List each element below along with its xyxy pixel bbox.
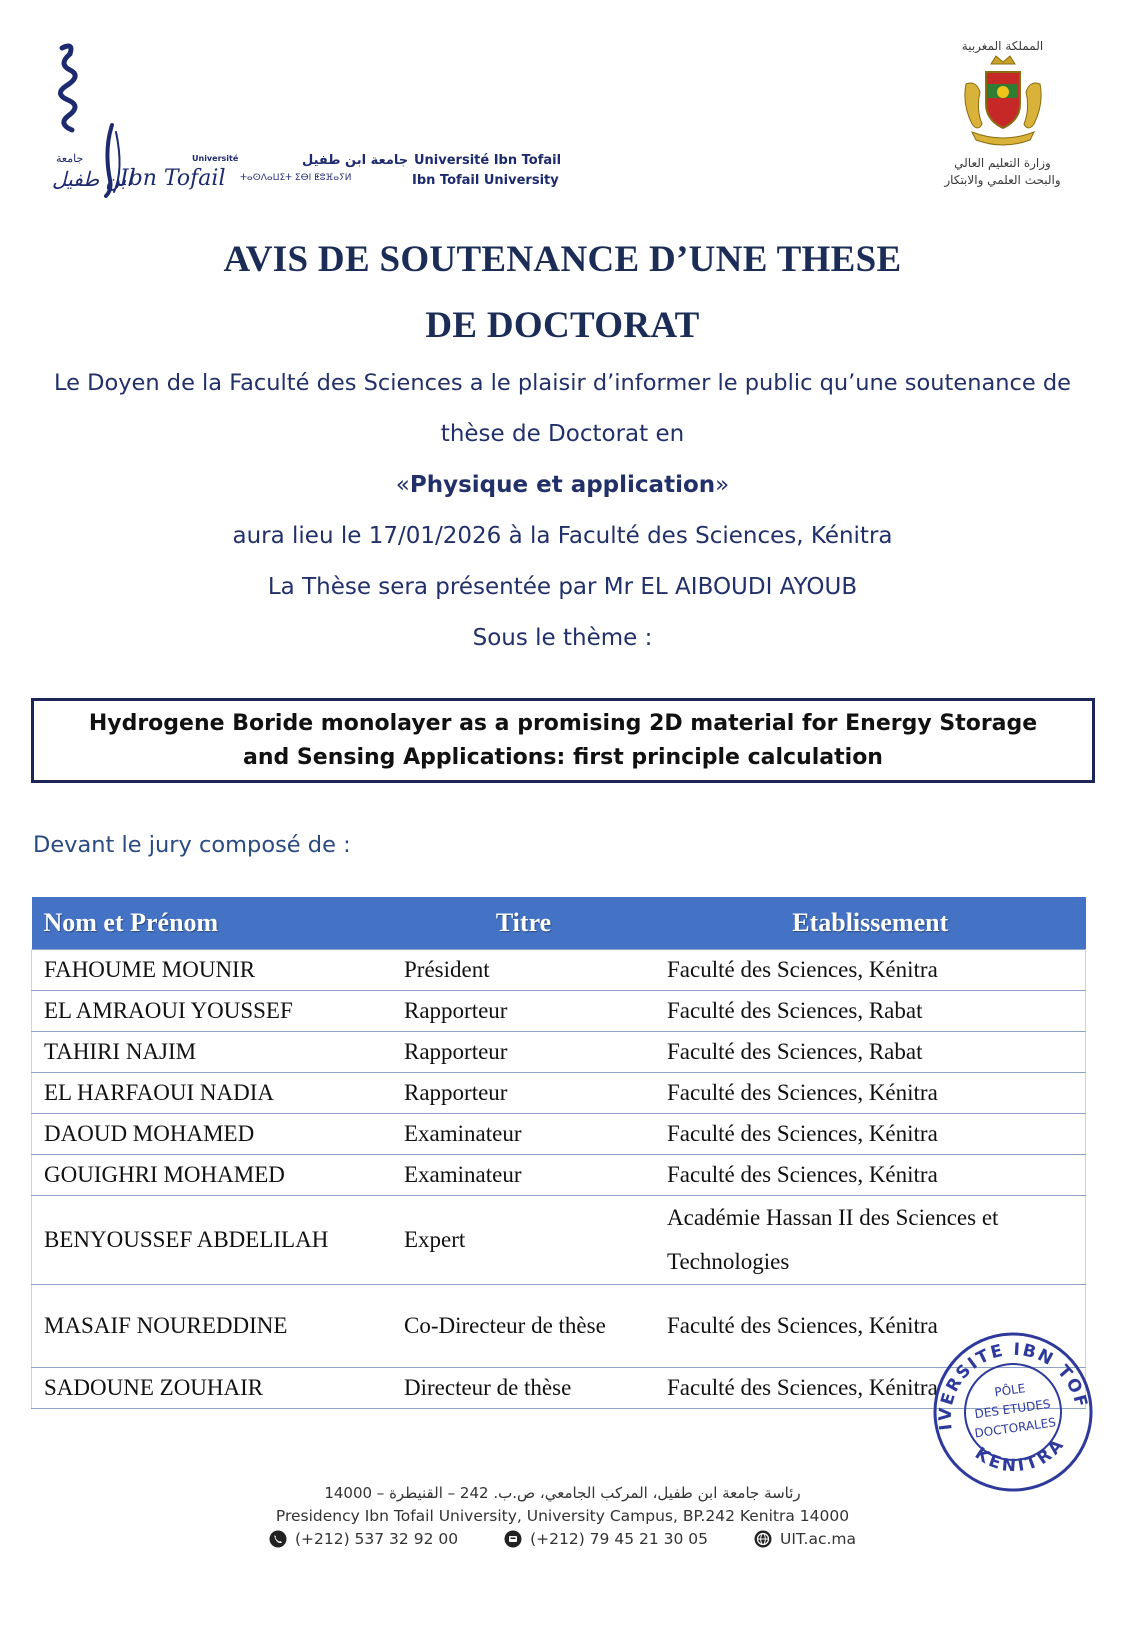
thesis-theme: Hydrogene Boride monolayer as a promising 2D material for Energy Storage and Sensing Applications: first principle calculation bbox=[88, 710, 1038, 770]
jury-institution: Faculté des Sciences, Rabat bbox=[655, 1032, 1086, 1073]
stamp-outer-text: UNIVERSITE IBN TOFAIL bbox=[935, 1339, 1091, 1432]
jury-title: Co-Directeur de thèse bbox=[392, 1285, 655, 1368]
footer-phone bbox=[269, 1530, 458, 1548]
jury-institution: Faculté des Sciences, Kénitra bbox=[655, 950, 1086, 991]
footer-website[interactable] bbox=[754, 1530, 856, 1548]
logo-arabic-name: ابن طفيل bbox=[52, 167, 132, 191]
table-row bbox=[32, 1114, 1086, 1155]
university-name-french: Université Ibn Tofail bbox=[414, 153, 562, 168]
jury-title: Président bbox=[392, 950, 655, 991]
doctoral-studies-stamp bbox=[928, 1330, 1098, 1495]
jury-intro: Devant le jury composé de : bbox=[33, 832, 351, 858]
jury-table-header-row bbox=[32, 897, 1086, 950]
jury-title: Directeur de thèse bbox=[392, 1368, 655, 1409]
table-row bbox=[32, 950, 1086, 991]
discipline-open-quote: « bbox=[395, 472, 410, 498]
jury-institution: Faculté des Sciences, Kénitra bbox=[655, 1155, 1086, 1196]
phone-icon bbox=[269, 1530, 287, 1548]
footer-contacts bbox=[0, 1530, 1125, 1548]
fax-number: (+212) 79 45 21 30 05 bbox=[530, 1530, 709, 1548]
discipline-close-quote: » bbox=[715, 472, 730, 498]
defense-date-line: aura lieu le 17/01/2026 à la Faculté des Sciences, Kénitra bbox=[232, 523, 893, 549]
ministry-line-1: وزارة التعليم العالي bbox=[954, 156, 1051, 170]
table-row bbox=[32, 1032, 1086, 1073]
document-title-line-2: DE DOCTORAT bbox=[425, 305, 700, 346]
ministry-line-2: والبحث العلمي والابتكار bbox=[944, 173, 1061, 187]
jury-title: Expert bbox=[392, 1196, 655, 1285]
logo-small-label: Université bbox=[192, 154, 239, 163]
discipline bbox=[0, 472, 1125, 498]
jury-title: Rapporteur bbox=[392, 1032, 655, 1073]
document-title-line-1: AVIS DE SOUTENANCE D’UNE THESE bbox=[223, 239, 902, 280]
website-link[interactable]: UIT.ac.ma bbox=[780, 1530, 857, 1548]
jury-title: Examinateur bbox=[392, 1114, 655, 1155]
phone-number: (+212) 537 32 92 00 bbox=[294, 1530, 459, 1548]
footer-fax bbox=[504, 1530, 708, 1548]
svg-text:UNIVERSITE IBN TOFAIL bbox=[928, 1330, 1092, 1434]
university-name-arabic: جامعة ابن طفيل bbox=[302, 153, 409, 168]
jury-name: MASAIF NOUREDDINE bbox=[32, 1285, 393, 1368]
jury-name: FAHOUME MOUNIR bbox=[32, 950, 393, 991]
jury-name: EL AMRAOUI YOUSSEF bbox=[32, 991, 393, 1032]
intro-line-2: thèse de Doctorat en bbox=[440, 421, 685, 447]
jury-name: BENYOUSSEF ABDELILAH bbox=[32, 1196, 393, 1285]
coat-of-arms-icon bbox=[958, 54, 1048, 146]
footer-arabic-address: رئاسة جامعة ابن طفيل، المركب الجامعي، ص.ب. 242 – القنيطرة – 14000 bbox=[324, 1484, 801, 1502]
fax-icon bbox=[504, 1530, 522, 1548]
jury-institution: Académie Hassan II des Sciences et Technologies bbox=[655, 1196, 1086, 1285]
theme-intro: Sous le thème : bbox=[472, 625, 653, 651]
footer-english-address: Presidency Ibn Tofail University, University Campus, BP.242 Kenitra 14000 bbox=[275, 1507, 850, 1525]
jury-name: EL HARFAOUI NADIA bbox=[32, 1073, 393, 1114]
university-logo bbox=[52, 40, 562, 205]
jury-name: TAHIRI NAJIM bbox=[32, 1032, 393, 1073]
jury-institution: Faculté des Sciences, Kénitra bbox=[655, 1073, 1086, 1114]
university-name-tifinagh: ⵜⴰⵙⴷⴰⵡⵉⵜ ⵉⴱⵏ ⵟⵓⴼⴰⵢⵍ bbox=[240, 173, 352, 183]
jury-title: Rapporteur bbox=[392, 1073, 655, 1114]
intro-line-1: Le Doyen de la Faculté des Sciences a le plaisir d’informer le public qu’une soutenance de bbox=[53, 370, 1072, 396]
ministry-logo bbox=[925, 38, 1080, 203]
stamp-seal-icon bbox=[928, 1330, 1098, 1495]
table-row bbox=[32, 991, 1086, 1032]
logo-latin-script: Ibn Tofail bbox=[120, 166, 226, 191]
table-row bbox=[32, 1155, 1086, 1196]
stamp-line-3: DOCTORALES bbox=[973, 1415, 1057, 1441]
column-header-name: Nom et Prénom bbox=[32, 897, 393, 950]
jury-name: SADOUNE ZOUHAIR bbox=[32, 1368, 393, 1409]
column-header-institution: Etablissement bbox=[655, 897, 1086, 950]
stamp-line-2: DES ETUDES bbox=[973, 1396, 1052, 1422]
thesis-theme-box bbox=[31, 698, 1095, 783]
jury-name: DAOUD MOHAMED bbox=[32, 1114, 393, 1155]
jury-name: GOUIGHRI MOHAMED bbox=[32, 1155, 393, 1196]
stamp-line-1: PÔLE bbox=[993, 1381, 1027, 1400]
jury-institution: Faculté des Sciences, Kénitra bbox=[655, 1285, 1086, 1368]
globe-icon bbox=[754, 1530, 772, 1548]
candidate-line: La Thèse sera présentée par Mr EL AIBOUDI AYOUB bbox=[267, 574, 858, 600]
jury-institution: Faculté des Sciences, Kénitra bbox=[655, 1114, 1086, 1155]
logo-arabic-small: جامعة bbox=[56, 153, 84, 165]
jury-title: Examinateur bbox=[392, 1155, 655, 1196]
stamp-bottom-text: KENITRA bbox=[971, 1433, 1070, 1477]
university-name-english: Ibn Tofail University bbox=[412, 173, 559, 188]
discipline-name: Physique et application bbox=[409, 472, 716, 498]
column-header-title: Titre bbox=[392, 897, 655, 950]
table-row bbox=[32, 1073, 1086, 1114]
jury-institution: Faculté des Sciences, Kénitra bbox=[655, 1368, 1086, 1409]
table-row bbox=[32, 1196, 1086, 1285]
kingdom-label: المملكة المغربية bbox=[961, 39, 1044, 53]
jury-title: Rapporteur bbox=[392, 991, 655, 1032]
jury-institution: Faculté des Sciences, Rabat bbox=[655, 991, 1086, 1032]
